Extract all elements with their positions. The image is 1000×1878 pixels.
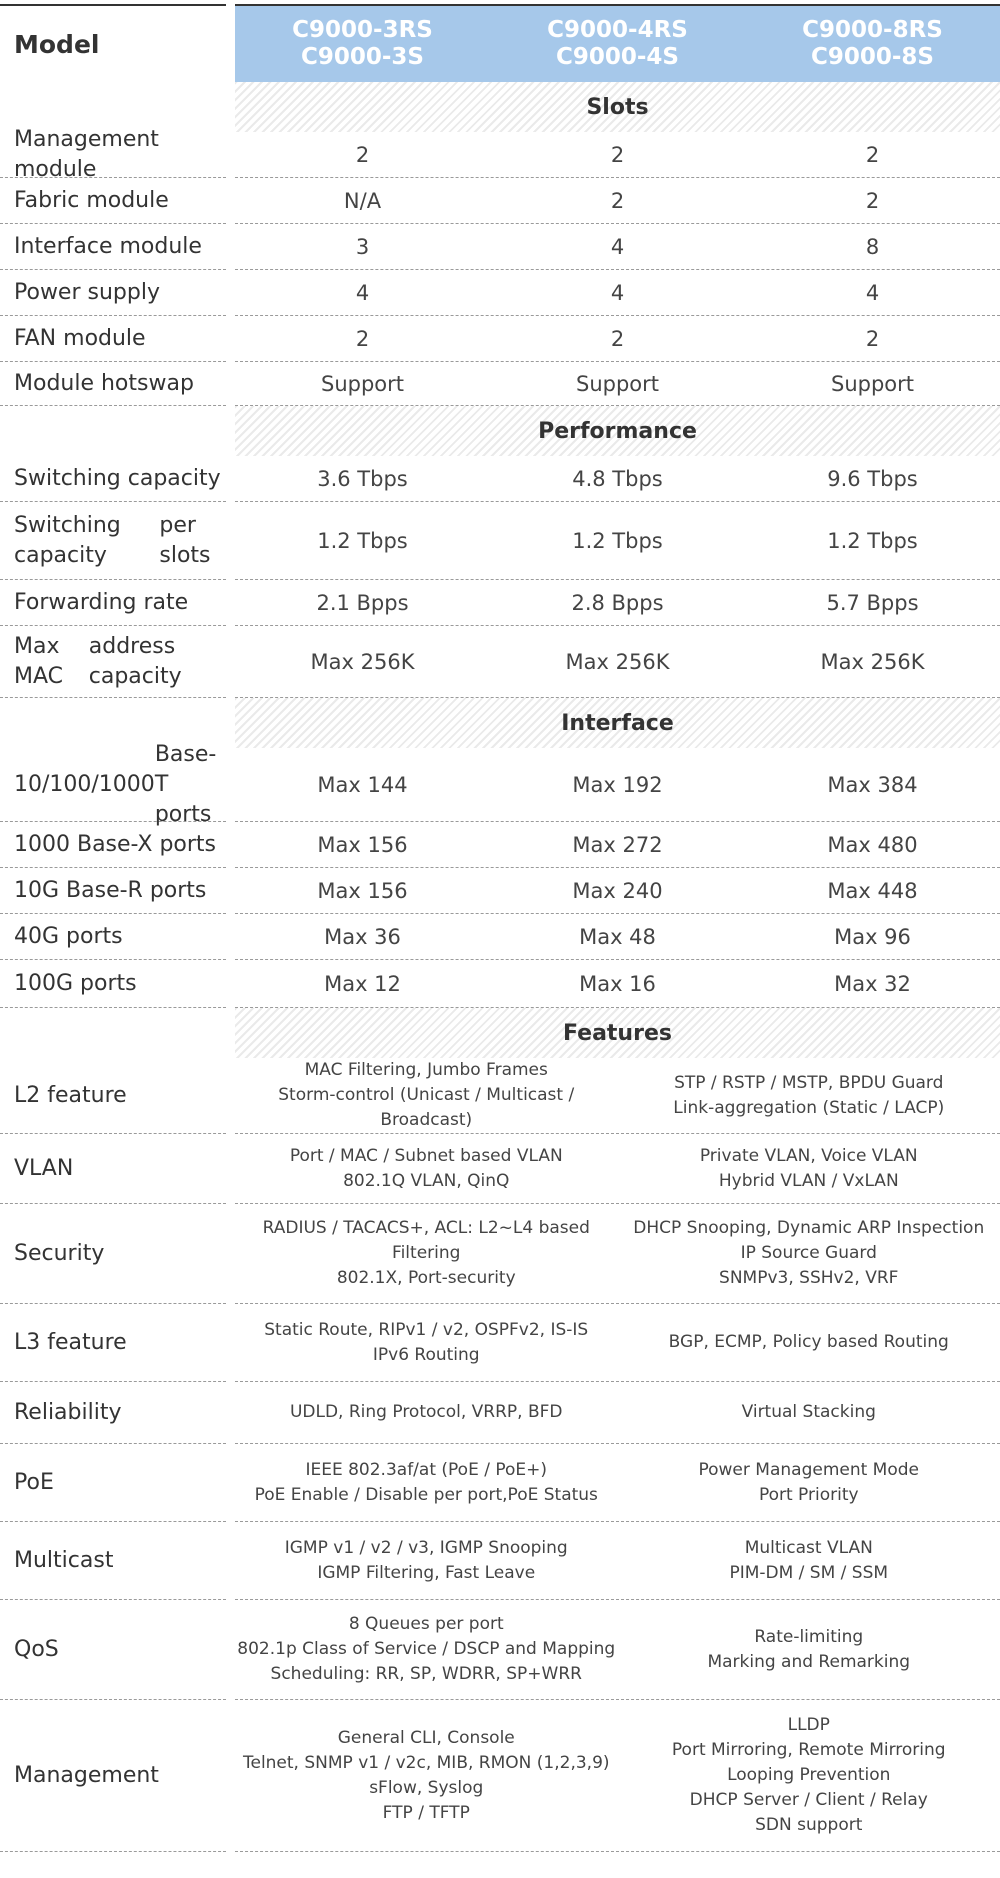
row-values (235, 822, 1000, 868)
feature-line: IGMP Filtering, Fast Leave (317, 1562, 536, 1583)
row-label-line: 10/100/1000 (14, 771, 155, 797)
feature-row (0, 1522, 1000, 1600)
row-label-line: FAN module (14, 325, 146, 351)
value-cell: 9.6 Tbps (827, 466, 918, 491)
section-header-interface: Interface (235, 698, 1000, 748)
row-values (235, 270, 1000, 316)
value-cell: Max 32 (834, 971, 911, 996)
row-label-line: 10G Base-R ports (14, 877, 207, 903)
value-cell: Support (320, 371, 404, 396)
feature-line: SDN support (755, 1815, 863, 1835)
value-cell: 1.2 Tbps (827, 528, 918, 553)
row-label (0, 362, 226, 406)
row-values (235, 316, 1000, 362)
row-label-line: Forwarding rate (14, 589, 189, 615)
table-row (0, 741, 1000, 827)
row-label-line: Base-T ports (154, 741, 217, 827)
feature-row (0, 1444, 1000, 1522)
value-cell: 3.6 Tbps (317, 466, 408, 491)
row-values (235, 456, 1000, 502)
feature-line: LLDP (787, 1715, 830, 1735)
section-header-slots: Slots (235, 82, 1000, 132)
value-cell: Max 16 (579, 971, 656, 996)
feature-line: Link-aggregation (Static / LACP) (673, 1097, 945, 1118)
value-cell: Max 156 (317, 878, 408, 903)
row-label (0, 626, 226, 698)
feature-cell-left (235, 1204, 618, 1303)
value-cell: Max 256K (820, 649, 925, 674)
value-cell: 2 (610, 188, 625, 213)
row-label-line: 1000 Base-X ports (14, 831, 217, 857)
feature-cell-right (618, 1382, 1000, 1443)
feature-line: Virtual Stacking (741, 1402, 876, 1422)
feature-cell-right (618, 1304, 1000, 1381)
feature-line: Marking and Remarking (707, 1651, 911, 1672)
table-row (0, 868, 1000, 914)
value-cell: Max 36 (324, 924, 401, 949)
feature-line: 802.1X, Port-security (336, 1268, 516, 1288)
feature-line: DHCP Snooping, Dynamic ARP Inspection (633, 1218, 985, 1238)
row-values (235, 224, 1000, 270)
feature-line: MAC Filtering, Jumbo Frames (304, 1060, 548, 1080)
model-column-3 (745, 6, 1000, 82)
feature-cell-right (618, 1600, 1000, 1699)
model-name: C9000-4RS (547, 17, 688, 43)
value-cell: Max 256K (565, 649, 670, 674)
value-cell: 4.8 Tbps (572, 466, 663, 491)
feature-line: IGMP v1 / v2 / v3, IGMP Snooping (284, 1537, 568, 1558)
row-label (0, 316, 226, 362)
feature-label: L2 feature (0, 1058, 226, 1134)
value-cell: 2 (865, 142, 880, 167)
row-values (235, 914, 1000, 960)
feature-line: Private VLAN, Voice VLAN (699, 1145, 918, 1166)
value-cell: Max 256K (310, 649, 415, 674)
row-label-line: Switching capacity (14, 465, 221, 491)
row-label-line: 40G ports (14, 923, 123, 949)
feature-cell-left (235, 1700, 618, 1851)
row-label-line: Module hotswap (14, 370, 194, 396)
row-values (235, 868, 1000, 914)
feature-label: VLAN (0, 1134, 226, 1204)
table-row (0, 126, 1000, 182)
model-column-2 (490, 6, 745, 82)
feature-line: Hybrid VLAN / VxLAN (718, 1170, 899, 1191)
value-cell: Max 192 (572, 772, 663, 797)
value-cell: 1.2 Tbps (572, 528, 663, 553)
row-label-line: Power supply (14, 279, 160, 305)
feature-values (235, 1522, 1000, 1600)
table-row (0, 270, 1000, 316)
feature-values (235, 1700, 1000, 1852)
row-label (0, 270, 226, 316)
row-values (235, 960, 1000, 1008)
feature-label: Reliability (0, 1382, 226, 1444)
feature-line: SNMPv3, SSHv2, VRF (719, 1268, 899, 1288)
model-name: C9000-8RS (802, 17, 943, 43)
row-label-line: Management module (14, 126, 159, 182)
feature-cell-left (235, 1134, 618, 1203)
value-cell: 4 (355, 280, 370, 305)
feature-line: IEEE 802.3af/at (PoE / PoE+) (305, 1459, 548, 1480)
row-label (0, 741, 226, 827)
row-values (235, 748, 1000, 822)
row-label (0, 914, 226, 960)
value-cell: Max 480 (827, 832, 918, 857)
row-label (0, 868, 226, 914)
feature-cell-left (235, 1600, 618, 1699)
feature-line: Scheduling: RR, SP, WDRR, SP+WRR (270, 1664, 582, 1684)
section-header-performance: Performance (235, 406, 1000, 456)
value-cell: 8 (865, 234, 880, 259)
row-label (0, 822, 226, 868)
table-row (0, 626, 1000, 698)
value-cell: Max 448 (827, 878, 918, 903)
feature-line: 8 Queues per port (348, 1614, 504, 1634)
value-cell: 4 (610, 280, 625, 305)
value-cell: Max 96 (834, 924, 911, 949)
feature-values (235, 1444, 1000, 1522)
table-row (0, 960, 1000, 1008)
row-label (0, 126, 226, 182)
model-name: C9000-3RS (292, 17, 433, 43)
value-cell: Max 272 (572, 832, 663, 857)
feature-line: IP Source Guard (740, 1243, 877, 1263)
feature-label: QoS (0, 1600, 226, 1700)
feature-line: 802.1Q VLAN, QinQ (343, 1170, 510, 1191)
feature-cell-right (618, 1444, 1000, 1521)
table-row (0, 580, 1000, 626)
table-row (0, 456, 1000, 502)
feature-line: PIM-DM / SM / SSM (729, 1562, 889, 1583)
feature-line: Power Management Mode (698, 1459, 919, 1480)
feature-line: UDLD, Ring Protocol, VRRP, BFD (289, 1402, 563, 1422)
feature-cell-left (235, 1444, 618, 1521)
feature-cell-left (235, 1522, 618, 1599)
table-row (0, 502, 1000, 580)
feature-cell-right (618, 1204, 1000, 1303)
feature-cell-left (235, 1304, 618, 1381)
feature-row (0, 1382, 1000, 1444)
feature-row (0, 1600, 1000, 1700)
feature-label: L3 feature (0, 1304, 226, 1382)
value-cell: 2 (355, 142, 370, 167)
feature-line: General CLI, Console (337, 1727, 515, 1748)
value-cell: 1.2 Tbps (317, 528, 408, 553)
row-label-line: Switching capacity (14, 512, 121, 568)
value-cell: 2 (865, 188, 880, 213)
feature-cell-right (618, 1522, 1000, 1599)
row-label-line: per slots (159, 512, 211, 568)
model-header-label: Model (0, 4, 226, 82)
row-label (0, 502, 226, 580)
row-label (0, 960, 226, 1008)
feature-row (0, 1304, 1000, 1382)
feature-line: Static Route, RIPv1 / v2, OSPFv2, IS-IS (264, 1319, 589, 1340)
feature-values (235, 1600, 1000, 1700)
row-label (0, 456, 226, 502)
feature-line: Multicast VLAN (744, 1537, 873, 1558)
feature-line: Port Priority (758, 1484, 859, 1505)
feature-line: BGP, ECMP, Policy based Routing (668, 1332, 949, 1352)
row-values (235, 580, 1000, 626)
value-cell: 2 (610, 326, 625, 351)
feature-line: 802.1p Class of Service / DSCP and Mapping (237, 1639, 616, 1659)
value-cell: 2 (865, 326, 880, 351)
feature-cell-right (618, 1700, 1000, 1851)
feature-values (235, 1204, 1000, 1304)
value-cell: 4 (610, 234, 625, 259)
value-cell: N/A (343, 188, 382, 213)
row-values (235, 178, 1000, 224)
feature-values (235, 1304, 1000, 1382)
table-row (0, 822, 1000, 868)
feature-row (0, 1058, 1000, 1134)
value-cell: 2 (610, 142, 625, 167)
feature-values (235, 1134, 1000, 1204)
row-values (235, 626, 1000, 698)
feature-label: Management (0, 1700, 226, 1852)
feature-line: STP / RSTP / MSTP, BPDU Guard (674, 1072, 944, 1093)
feature-line: Port / MAC / Subnet based VLAN (289, 1145, 563, 1166)
value-cell: Support (830, 371, 914, 396)
feature-line: Telnet, SNMP v1 / v2c, MIB, RMON (1,2,3,9) (242, 1752, 610, 1773)
feature-values (235, 1058, 1000, 1134)
row-values (235, 362, 1000, 406)
row-label-line: Max MAC (14, 633, 64, 689)
value-cell: Support (575, 371, 659, 396)
feature-line: RADIUS / TACACS+, ACL: L2~L4 based Filtering (262, 1218, 590, 1263)
table-row (0, 178, 1000, 224)
value-cell: 3 (355, 234, 370, 259)
feature-line: sFlow, Syslog (369, 1777, 484, 1798)
value-cell: Max 144 (317, 772, 408, 797)
feature-cell-left (235, 1058, 618, 1133)
feature-line: Looping Prevention (727, 1765, 891, 1785)
feature-row (0, 1204, 1000, 1304)
feature-cell-left (235, 1382, 618, 1443)
value-cell: Max 240 (572, 878, 663, 903)
feature-label: PoE (0, 1444, 226, 1522)
feature-line: Storm-control (Unicast / Multicast / Broadcast) (278, 1085, 575, 1130)
row-label-line: Fabric module (14, 187, 169, 213)
row-label (0, 224, 226, 270)
row-label (0, 580, 226, 626)
feature-label: Security (0, 1204, 226, 1304)
value-cell: 2.1 Bpps (316, 590, 409, 615)
table-row (0, 224, 1000, 270)
feature-cell-right (618, 1134, 1000, 1203)
feature-line: FTP / TFTP (382, 1802, 470, 1823)
feature-values (235, 1382, 1000, 1444)
value-cell: Max 48 (579, 924, 656, 949)
value-cell: 2.8 Bpps (571, 590, 664, 615)
value-cell: Max 12 (324, 971, 401, 996)
feature-line: Port Mirroring, Remote Mirroring (671, 1740, 946, 1760)
value-cell: Max 384 (827, 772, 918, 797)
value-cell: Max 156 (317, 832, 408, 857)
feature-line: PoE Enable / Disable per port,PoE Status (254, 1484, 598, 1505)
value-cell: 5.7 Bpps (826, 590, 919, 615)
model-name: C9000-4S (555, 44, 679, 70)
row-label-line: Interface module (14, 233, 202, 259)
row-label-line: address capacity (88, 633, 182, 689)
value-cell: 4 (865, 280, 880, 305)
model-name: C9000-3S (300, 44, 424, 70)
feature-line: Rate-limiting (754, 1626, 864, 1647)
table-row (0, 362, 1000, 406)
model-name: C9000-8S (810, 44, 934, 70)
table-row (0, 316, 1000, 362)
row-values (235, 132, 1000, 178)
value-cell: 2 (355, 326, 370, 351)
row-values (235, 502, 1000, 580)
row-label (0, 178, 226, 224)
feature-line: DHCP Server / Client / Relay (689, 1790, 928, 1810)
feature-row (0, 1134, 1000, 1204)
feature-line: IPv6 Routing (372, 1344, 480, 1365)
row-label-line: 100G ports (14, 970, 137, 996)
section-header-features: Features (235, 1008, 1000, 1058)
feature-row (0, 1700, 1000, 1852)
model-header (235, 4, 1000, 82)
feature-label: Multicast (0, 1522, 226, 1600)
model-column-1 (235, 6, 490, 82)
table-row (0, 914, 1000, 960)
feature-cell-right (618, 1058, 1000, 1133)
